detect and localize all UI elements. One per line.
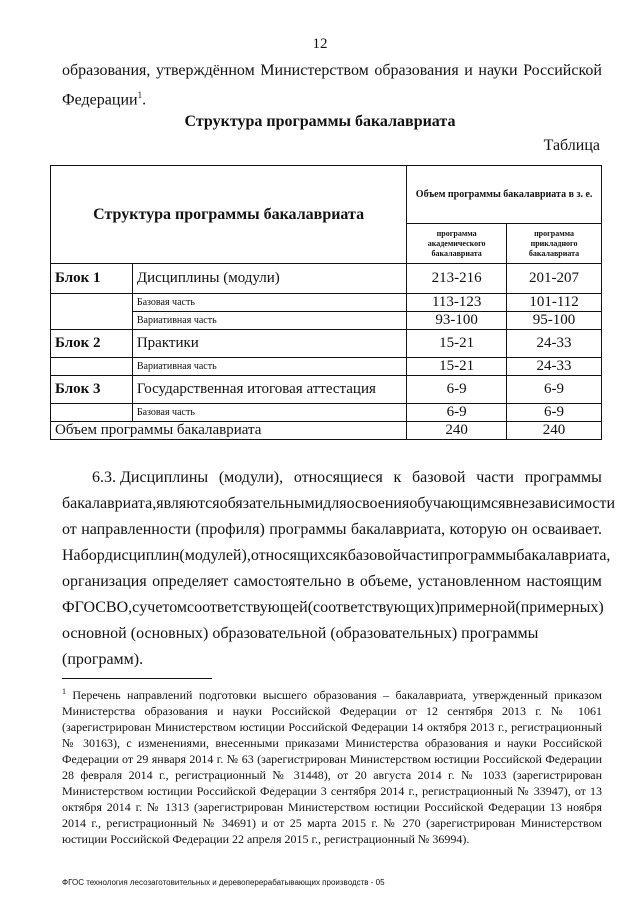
paragraph-line [62, 517, 602, 543]
word: Российской [523, 62, 602, 79]
header-applied: программа прикладного бакалавриата [507, 224, 602, 264]
word: образования [374, 62, 459, 79]
word: которую [449, 521, 507, 538]
word: определяет [152, 573, 229, 590]
word: (соответствующих) [307, 599, 440, 616]
row-name: Базовая часть [132, 294, 406, 312]
footnote-separator [62, 678, 212, 679]
row-applied: 24-33 [507, 330, 602, 358]
word: с [132, 599, 140, 616]
word: науки [478, 62, 518, 79]
paragraph-line [62, 465, 602, 491]
word: самостоятельно [233, 573, 342, 590]
row-name: Базовая часть [132, 404, 406, 422]
table-label: Таблица [543, 137, 600, 154]
word: и [464, 62, 473, 79]
paragraph-line [62, 621, 602, 673]
row-academic: 93-100 [407, 312, 507, 330]
word: освоения [346, 495, 410, 512]
word: основной (основных) образовательной (образовательных) программы (программ). [62, 625, 539, 668]
structure-table [50, 165, 602, 440]
word: для [323, 495, 347, 512]
word: относящиеся [293, 469, 383, 486]
word: бакалавриата, [350, 521, 446, 538]
word: ФГОС [62, 599, 106, 616]
row-academic: 15-21 [407, 358, 507, 376]
row-applied: 95-100 [507, 312, 602, 330]
section-title: Структура программы бакалавриата [184, 113, 456, 130]
row-name: Вариативная часть [132, 312, 406, 330]
word: образования, [62, 62, 151, 79]
row-applied: 101-112 [507, 294, 602, 312]
word: направленности [81, 521, 191, 538]
word: являются [156, 495, 220, 512]
footnote-text: Перечень направлений подготовки высшего образования – бакалавриата, утвержденный приказом Министерства образования и науки Российской Федерации от 12 сентября 2013 г. № 1061 (зарегистрирован Министерством юстиции Российской Федерации 14 октября 2013 г., регистрационный № 30163), с изменениями, внесенными приказами Министерства образования и науки Российской Федерации от 29 января 2014 г. № 63 (зарегистрирован Министерством юстиции Российской Федерации 28 февраля 2014 г., регистрационный № 31448), от 20 августа 2014 г. № 1033 (зарегистрирован Министерством юстиции Российской Федерации 3 сентября 2014 г., регистрационный № 33947), от 13 октября 2014 г. № 1313 (зарегистрирован Министерством юстиции Российской Федерации 13 ноября 2014 г., регистрационный № 34691) и от 25 марта 2015 г. № 270 (зарегистрирован Министерством юстиции Российской Федерации 22 апреля 2015 г., регистрационный № 36994). [62, 688, 602, 846]
word: программы [524, 469, 602, 486]
word: к [339, 547, 348, 564]
page-footer: ФГОС технология лесозаготовительных и деревоперерабатывающих производств - 05 [62, 878, 385, 887]
block-2-label: Блок 2 [51, 330, 133, 358]
total-applied: 240 [507, 422, 602, 440]
word: обучающимся [409, 495, 506, 512]
paragraph-line [62, 595, 602, 621]
block-3-label: Блок 3 [51, 376, 133, 404]
word: (модулей), [179, 547, 251, 564]
word: утверждённом [155, 62, 255, 79]
row-name: Вариативная часть [132, 358, 406, 376]
word: относящихся [250, 547, 340, 564]
body-paragraph [62, 465, 616, 673]
word: базовой [347, 547, 402, 564]
word: он [511, 521, 528, 538]
page-number: 12 [312, 36, 328, 52]
word: вне [505, 495, 529, 512]
header-structure: Структура программы бакалавриата [51, 166, 407, 264]
word: (примерных) [515, 599, 604, 616]
block-2-spacer [51, 358, 133, 376]
word: (профиля) [195, 521, 265, 538]
continuation-text [62, 58, 602, 112]
block-3-spacer [51, 404, 133, 422]
word: осваивает. [532, 521, 602, 538]
header-volume: Объем программы бакалавриата в з. е. [407, 166, 602, 224]
word: (модули), [218, 469, 284, 486]
word: части [476, 469, 514, 486]
row-applied: 6-9 [507, 376, 602, 404]
word: объеме, [359, 573, 413, 590]
row-applied: 24-33 [507, 358, 602, 376]
continuation-line-1 [62, 58, 602, 83]
word: базовой [412, 469, 466, 486]
word: настоящим [526, 573, 602, 590]
word: части [401, 547, 439, 564]
row-name: Дисциплины (модули) [132, 264, 406, 294]
word: Министерством [260, 62, 369, 79]
word: организация [62, 573, 147, 590]
word: зависимости [528, 495, 616, 512]
word: соответствующей [187, 599, 308, 616]
word: 6.3. Дисциплины [92, 469, 209, 486]
word: обязательными [219, 495, 324, 512]
paragraph-line [62, 491, 616, 517]
paragraph-line [62, 569, 602, 595]
row-academic: 113-123 [407, 294, 507, 312]
total-label: Объем программы бакалавриата [51, 422, 407, 440]
row-applied: 6-9 [507, 404, 602, 422]
row-academic: 15-21 [407, 330, 507, 358]
continuation-line-2: Федерации$^1$. [62, 90, 147, 109]
word: дисциплин [104, 547, 180, 564]
word: ВО, [105, 599, 133, 616]
word: в [346, 573, 355, 590]
total-academic: 240 [407, 422, 507, 440]
word: Набор [62, 547, 105, 564]
footnote-mark: 1 [62, 687, 66, 696]
row-academic: 213-216 [407, 264, 507, 294]
row-name: Практики [132, 330, 406, 358]
word: программы [269, 521, 347, 538]
word: бакалавриата, [516, 547, 611, 564]
row-academic: 6-9 [407, 376, 507, 404]
word: учетом [139, 599, 188, 616]
word: от [62, 521, 77, 538]
word: примерной [439, 599, 516, 616]
footnote [62, 684, 602, 847]
block-1-spacer [51, 294, 133, 330]
row-name: Государственная итоговая аттестация [132, 376, 406, 404]
footnote-ref: 1 [137, 90, 143, 100]
paragraph-line [62, 543, 611, 569]
word: бакалавриата, [62, 495, 157, 512]
row-academic: 6-9 [407, 404, 507, 422]
word: установленном [417, 573, 521, 590]
word: программы [438, 547, 517, 564]
word: к [393, 469, 402, 486]
block-1-label: Блок 1 [51, 264, 133, 294]
row-applied: 201-207 [507, 264, 602, 294]
header-academic: программа академического бакалавриата [407, 224, 507, 264]
